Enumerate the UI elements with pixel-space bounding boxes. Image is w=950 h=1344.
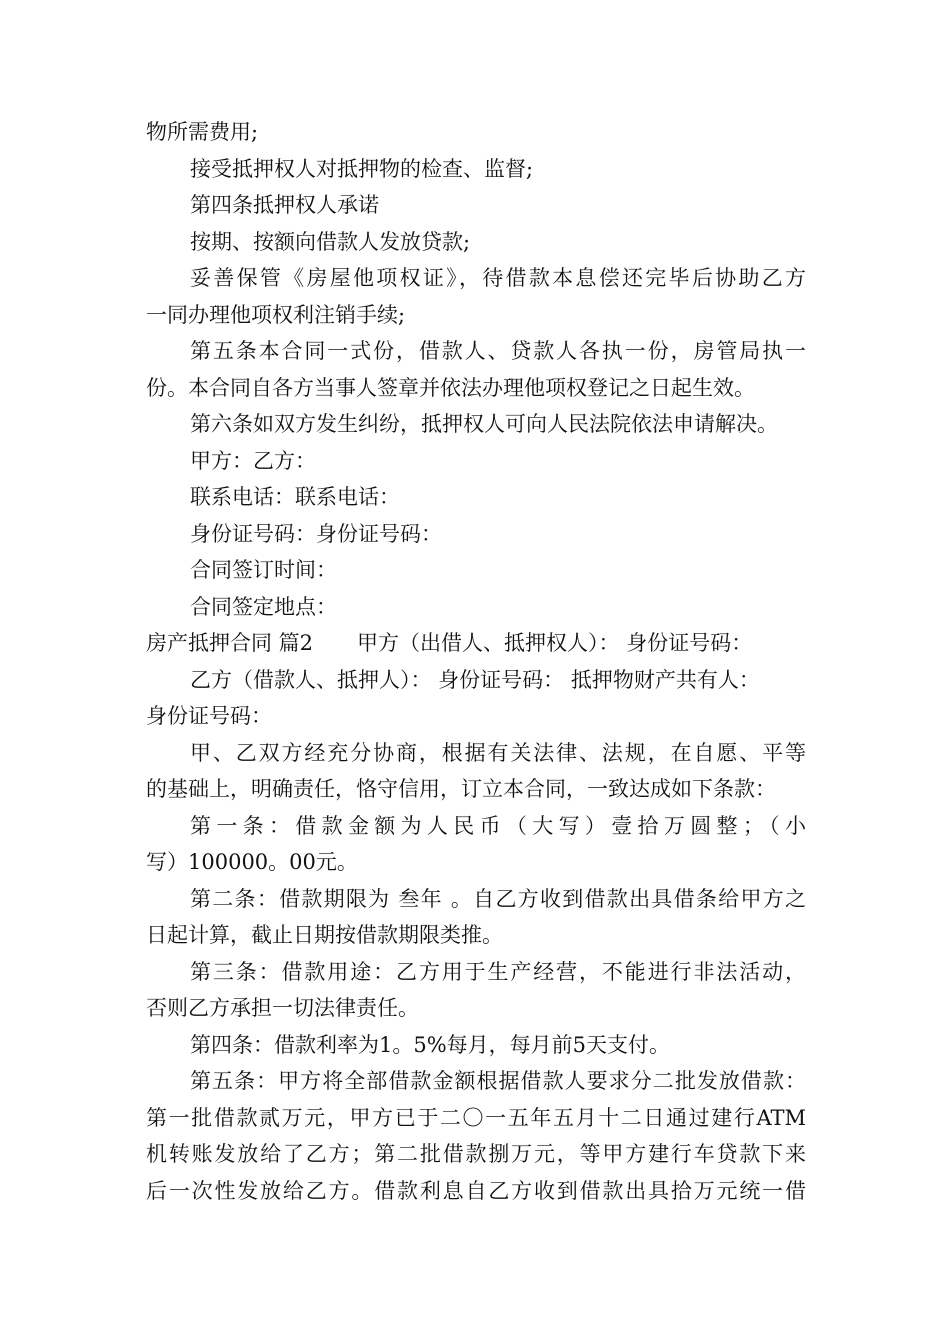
contract-title: 房产抵押合同 篇2 xyxy=(146,631,314,655)
text-line: 第四条：借款利率为1。5%每月，每月前5天支付。 xyxy=(190,1032,671,1057)
signing-place-line: 合同签定地点： xyxy=(190,594,337,619)
text-line: 第五条本合同一式份，借款人、贷款人各执一份，房管局执一 xyxy=(190,339,806,363)
party-a-info: 甲方（出借人、抵押权人）： 身份证号码： xyxy=(357,631,753,655)
phone-line: 联系电话：联系电话： xyxy=(190,485,400,509)
text-line: 物所需费用; xyxy=(146,120,259,144)
text-line: 的基础上，明确责任，恪守信用，订立本合同，一致达成如下条款： xyxy=(146,777,776,801)
text-line: 一同办理他项权利注销手续; xyxy=(146,302,406,327)
text-line: 按期、按额向借款人发放贷款; xyxy=(190,229,471,254)
text-line: 第五条：甲方将全部借款金额根据借款人要求分二批发放借款： xyxy=(190,1069,806,1093)
text-line: 妥善保管《房屋他项权证》，待借款本息偿还完毕后协助乙方 xyxy=(190,266,806,290)
text-line: 第六条如双方发生纠纷，抵押权人可向人民法院依法申请解决。 xyxy=(190,412,778,436)
text-line: 接受抵押权人对抵押物的检查、监督; xyxy=(190,156,534,181)
party-b-info: 乙方（借款人、抵押人）： 身份证号码： 抵押物财产共有人： xyxy=(190,667,760,692)
text-line: 第一批借款贰万元，甲方已于二〇一五年五月十二日通过建行ATM xyxy=(146,1105,806,1130)
text-line: 日起计算，截止日期按借款期限类推。 xyxy=(146,923,503,947)
text-line: 第二条：借款期限为 叁年 。自乙方收到借款出具借条给甲方之 xyxy=(190,886,806,911)
id-number-line: 身份证号码：身份证号码： xyxy=(190,521,442,546)
text-line: 后一次性发放给乙方。借款利息自乙方收到借款出具拾万元统一借 xyxy=(146,1178,806,1203)
text-line: 第一条：借款金额为人民币（大写）壹拾万圆整；（小 xyxy=(190,813,806,838)
contract-title-line xyxy=(146,625,806,662)
text-line: 第三条：借款用途：乙方用于生产经营，不能进行非法活动， xyxy=(190,959,806,984)
text-line: 份。本合同自各方当事人签章并依法办理他项权登记之日起生效。 xyxy=(146,375,755,400)
text-line: 写）100000。00元。 xyxy=(146,850,358,874)
text-line: 身份证号码： xyxy=(146,704,272,728)
text-line: 否则乙方承担一切法律责任。 xyxy=(146,996,419,1020)
signing-time-line: 合同签订时间： xyxy=(190,558,337,582)
text-line: 甲、乙双方经充分协商，根据有关法律、法规，在自愿、平等 xyxy=(190,740,806,765)
text-line: 机转账发放给了乙方；第二批借款捌万元，等甲方建行车贷款下来 xyxy=(146,1142,806,1166)
section-heading: 第四条抵押权人承诺 xyxy=(190,193,379,217)
document-page xyxy=(146,114,806,1209)
signature-party-line: 甲方：乙方： xyxy=(190,448,316,473)
